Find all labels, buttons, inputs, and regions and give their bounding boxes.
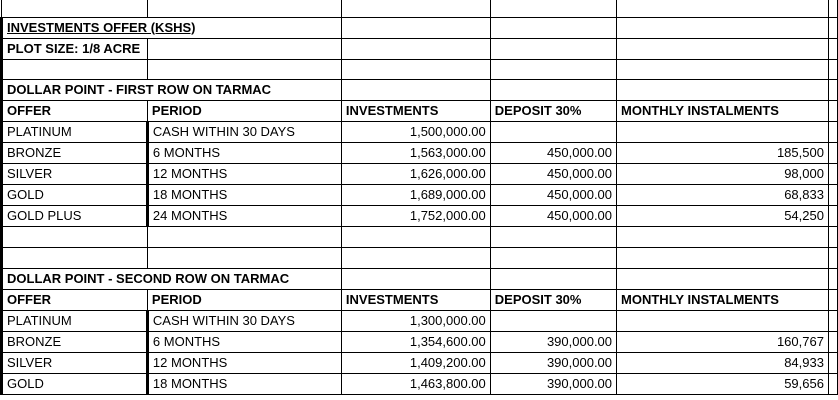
cell[interactable] — [490, 0, 616, 17]
cell[interactable] — [341, 268, 490, 289]
investments-cell[interactable]: 1,500,000.00 — [341, 122, 490, 143]
monthly-cell[interactable]: 54,250 — [617, 206, 829, 227]
cell — [828, 248, 837, 269]
cell — [828, 185, 837, 206]
deposit-cell[interactable]: 390,000.00 — [490, 352, 616, 373]
section-heading[interactable]: DOLLAR POINT - FIRST ROW ON TARMAC — [2, 80, 342, 101]
table-row — [2, 59, 838, 80]
table-row — [2, 122, 838, 143]
col-header-monthly[interactable]: MONTHLY INSTALMENTS — [617, 289, 829, 310]
cell — [828, 373, 837, 394]
investments-cell[interactable]: 1,563,000.00 — [341, 143, 490, 164]
period-cell[interactable]: 6 MONTHS — [147, 143, 341, 164]
monthly-cell[interactable] — [617, 122, 829, 143]
col-header-offer[interactable]: OFFER — [2, 289, 148, 310]
offer-cell[interactable]: BRONZE — [2, 143, 148, 164]
monthly-cell[interactable]: 98,000 — [617, 164, 829, 185]
cell[interactable] — [341, 227, 490, 248]
investments-cell[interactable]: 1,300,000.00 — [341, 310, 490, 331]
cell — [828, 289, 837, 310]
plot-size-label[interactable]: PLOT SIZE: 1/8 ACRE — [2, 38, 148, 59]
cell[interactable] — [490, 17, 616, 38]
col-header-monthly[interactable]: MONTHLY INSTALMENTS — [617, 101, 829, 122]
table-row — [2, 206, 838, 227]
investments-cell[interactable]: 1,354,600.00 — [341, 331, 490, 352]
col-header-offer[interactable]: OFFER — [2, 101, 148, 122]
table-row — [2, 289, 838, 310]
cell — [828, 164, 837, 185]
period-cell[interactable]: 18 MONTHS — [147, 373, 341, 394]
monthly-cell[interactable]: 84,933 — [617, 352, 829, 373]
offer-cell[interactable]: PLATINUM — [2, 310, 148, 331]
cell[interactable] — [490, 80, 616, 101]
offer-cell[interactable]: GOLD — [2, 373, 148, 394]
table-row — [2, 38, 838, 59]
investments-cell[interactable]: 1,689,000.00 — [341, 185, 490, 206]
table-row — [2, 268, 838, 289]
table-row — [2, 101, 838, 122]
section-heading[interactable]: DOLLAR POINT - SECOND ROW ON TARMAC — [2, 268, 342, 289]
deposit-cell[interactable] — [490, 122, 616, 143]
deposit-cell[interactable]: 450,000.00 — [490, 185, 616, 206]
monthly-cell[interactable]: 185,500 — [617, 143, 829, 164]
table-row — [2, 331, 838, 352]
table-row — [2, 0, 838, 17]
cell — [828, 310, 837, 331]
period-cell[interactable]: 12 MONTHS — [147, 352, 341, 373]
cell — [828, 143, 837, 164]
period-cell[interactable]: CASH WITHIN 30 DAYS — [147, 310, 341, 331]
col-header-deposit[interactable]: DEPOSIT 30% — [490, 101, 616, 122]
offer-cell[interactable]: GOLD — [2, 185, 148, 206]
monthly-cell[interactable]: 68,833 — [617, 185, 829, 206]
period-cell[interactable]: 18 MONTHS — [147, 185, 341, 206]
investments-cell[interactable]: 1,626,000.00 — [341, 164, 490, 185]
cell[interactable] — [341, 80, 490, 101]
col-header-investments[interactable]: INVESTMENTS — [341, 289, 490, 310]
offer-cell[interactable]: SILVER — [2, 164, 148, 185]
cell — [828, 331, 837, 352]
cell[interactable] — [147, 0, 341, 17]
deposit-cell[interactable]: 450,000.00 — [490, 143, 616, 164]
cell[interactable] — [617, 80, 829, 101]
offer-cell[interactable]: GOLD PLUS — [2, 206, 148, 227]
table-row — [2, 80, 838, 101]
table-row — [2, 227, 838, 248]
offer-cell[interactable]: BRONZE — [2, 331, 148, 352]
cell[interactable] — [341, 248, 490, 269]
cell — [828, 206, 837, 227]
table-row — [2, 164, 838, 185]
cell[interactable] — [341, 17, 490, 38]
col-header-investments[interactable]: INVESTMENTS — [341, 101, 490, 122]
table-row — [2, 185, 838, 206]
investments-cell[interactable]: 1,463,800.00 — [341, 373, 490, 394]
offer-cell[interactable]: PLATINUM — [2, 122, 148, 143]
cell[interactable] — [341, 59, 490, 80]
col-header-period[interactable]: PERIOD — [147, 101, 341, 122]
cell — [828, 80, 837, 101]
cell[interactable] — [147, 227, 341, 248]
cell[interactable] — [2, 0, 148, 17]
cell — [828, 352, 837, 373]
deposit-cell[interactable]: 390,000.00 — [490, 373, 616, 394]
cell[interactable] — [341, 0, 490, 17]
table-row — [2, 373, 838, 394]
table-row — [2, 17, 838, 38]
cell[interactable] — [617, 38, 829, 59]
col-header-period[interactable]: PERIOD — [147, 289, 341, 310]
cell[interactable] — [341, 38, 490, 59]
monthly-cell[interactable]: 59,656 — [617, 373, 829, 394]
col-header-deposit[interactable]: DEPOSIT 30% — [490, 289, 616, 310]
cell[interactable] — [617, 59, 829, 80]
cell — [828, 17, 837, 38]
monthly-cell[interactable]: 160,767 — [617, 331, 829, 352]
investments-cell[interactable]: 1,752,000.00 — [341, 206, 490, 227]
cell[interactable] — [617, 268, 829, 289]
cell[interactable] — [490, 227, 616, 248]
deposit-cell[interactable]: 390,000.00 — [490, 331, 616, 352]
cell[interactable] — [2, 59, 148, 80]
investments-cell[interactable]: 1,409,200.00 — [341, 352, 490, 373]
cell[interactable] — [617, 0, 829, 17]
deposit-cell[interactable]: 450,000.00 — [490, 164, 616, 185]
cell[interactable] — [2, 227, 148, 248]
table-row — [2, 143, 838, 164]
period-cell[interactable]: 12 MONTHS — [147, 164, 341, 185]
cell — [828, 0, 837, 17]
deposit-cell[interactable]: 450,000.00 — [490, 206, 616, 227]
cell[interactable] — [490, 38, 616, 59]
period-cell[interactable]: 24 MONTHS — [147, 206, 341, 227]
cell — [828, 101, 837, 122]
period-cell[interactable]: 6 MONTHS — [147, 331, 341, 352]
cell[interactable] — [617, 17, 829, 38]
deposit-cell[interactable] — [490, 310, 616, 331]
cell[interactable] — [147, 59, 341, 80]
table-row — [2, 248, 838, 269]
table-row — [2, 352, 838, 373]
cell[interactable] — [490, 248, 616, 269]
cell — [828, 59, 837, 80]
cell — [828, 268, 837, 289]
cell — [828, 122, 837, 143]
cell[interactable] — [147, 38, 341, 59]
cell[interactable] — [147, 248, 341, 269]
spreadsheet-body — [2, 0, 838, 394]
sheet-title[interactable]: INVESTMENTS OFFER (KSHS) — [2, 17, 342, 38]
table-row — [2, 310, 838, 331]
cell[interactable] — [2, 248, 148, 269]
cell[interactable] — [617, 227, 829, 248]
offer-cell[interactable]: SILVER — [2, 352, 148, 373]
cell — [828, 38, 837, 59]
cell — [828, 227, 837, 248]
cell[interactable] — [617, 248, 829, 269]
cell[interactable] — [490, 59, 616, 80]
monthly-cell[interactable] — [617, 310, 829, 331]
cell[interactable] — [490, 268, 616, 289]
period-cell[interactable]: CASH WITHIN 30 DAYS — [147, 122, 341, 143]
